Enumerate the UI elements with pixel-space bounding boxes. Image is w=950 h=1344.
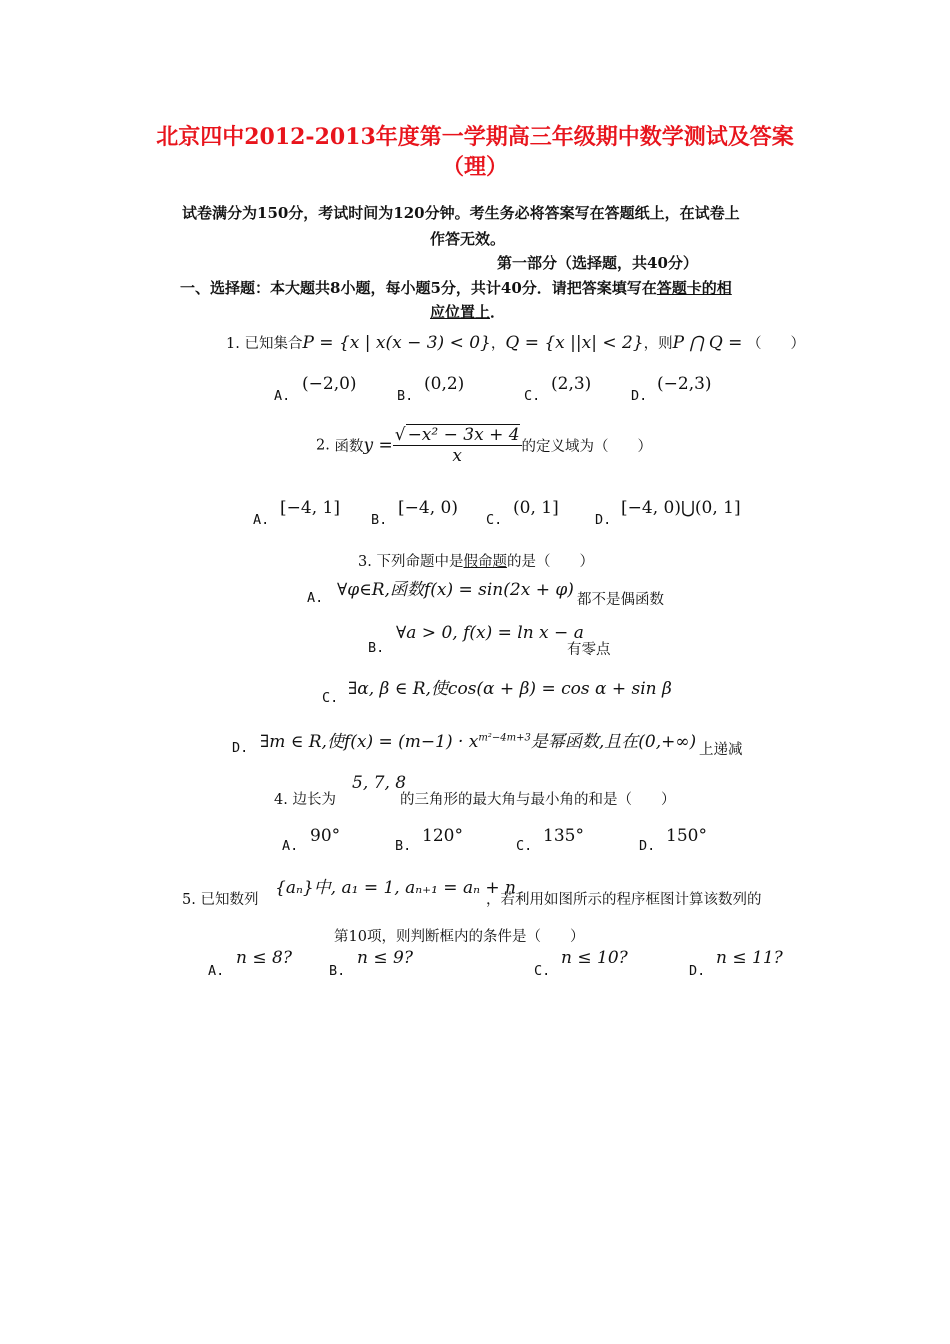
section-heading-period: ． [490, 303, 506, 321]
q3-option-a-tail: 都不是偶函数 [577, 592, 664, 608]
q5-option-d: D. [689, 963, 706, 979]
q2-option-a-value: [−4, 1] [280, 498, 340, 518]
q3-option-b: B. [368, 640, 385, 656]
question-2 [316, 425, 652, 466]
q2-option-a [253, 512, 269, 528]
q3-option-d-math-part1: ∃m ∈ R,使f(x) = (m−1) · x [260, 732, 479, 752]
q5-option-d-value: n ≤ 11? [716, 948, 783, 968]
q3-option-b-tail: 有零点 [567, 642, 611, 658]
q4-option-c-value: 135° [543, 826, 584, 846]
q4-option-a-value: 90° [310, 826, 341, 846]
q1-expr: P ⋂ Q = [672, 333, 743, 353]
option-letter: D. [631, 388, 648, 404]
q4-text2: 的三角形的最大角与最小角的和是（ ） [400, 792, 676, 808]
question-1 [226, 332, 805, 353]
q1-option-c [524, 388, 540, 404]
q5-sequence: {aₙ}中, a₁ = 1, aₙ₊₁ = aₙ + n [275, 878, 516, 898]
q4-text: 边长为 [292, 792, 336, 808]
q4-option-a: A. [282, 838, 299, 854]
q5-option-c-value: n ≤ 10? [561, 948, 628, 968]
q2-option-b [371, 512, 387, 528]
q3-option-b-math: ∀a > 0, f(x) = ln x − a [396, 623, 584, 643]
q3-option-d-math-part2: 是幂函数,且在(0,+∞) [530, 732, 697, 752]
option-letter: A. [253, 512, 270, 528]
q2-y: y = [363, 435, 393, 456]
q2-option-d-value: [−4, 0)⋃(0, 1] [621, 498, 741, 518]
q5-text2: ，若利用如图所示的程序框图计算该数列的 [486, 892, 762, 908]
q5-option-b: B. [329, 963, 346, 979]
q3-option-c-math: ∃α, β ∈ R,使cos(α + β) = cos α + sin β [348, 679, 672, 699]
q1-option-d [631, 388, 647, 404]
q2-option-d [595, 512, 611, 528]
page-title: 北京四中2012-2013年度第一学期高三年级期中数学测试及答案 [156, 124, 794, 150]
question-5 [182, 888, 258, 909]
q3-text: 下列命题中是 [376, 554, 464, 570]
q4-option-d: D. [639, 838, 656, 854]
q1-option-a-value: (−2,0) [302, 374, 357, 394]
q2-denominator: x [452, 446, 462, 466]
q3-text-end: 的是（ ） [506, 554, 594, 570]
q5-option-c: C. [534, 963, 551, 979]
q4-option-c: C. [516, 838, 533, 854]
q1-set-q: Q = {x ||x| < 2} [505, 333, 644, 353]
option-letter: D. [595, 512, 612, 528]
q3-option-d-tail: 上递减 [699, 742, 743, 758]
q3-option-a: A. [307, 590, 324, 606]
q1-set-p: P = {x | x(x − 3) < 0} [302, 333, 491, 353]
section-heading-underlined: 答题卡的相 [656, 279, 732, 297]
q2-option-c [486, 512, 502, 528]
q5-number: 5. [182, 892, 196, 908]
question-4 [274, 788, 336, 809]
q5-option-a: A. [208, 963, 225, 979]
intro-line2: 作答无效。 [430, 230, 506, 248]
question-3 [358, 550, 594, 571]
q1-number: 1. [226, 336, 240, 352]
q4-option-d-value: 150° [666, 826, 707, 846]
option-letter: C. [486, 512, 503, 528]
q3-option-c: C. [322, 690, 339, 706]
q3-option-d: D. [232, 740, 249, 756]
q2-radicand: −x² − 3x + 4 [407, 425, 520, 445]
option-letter: C. [524, 388, 541, 404]
q3-option-d-math [260, 727, 696, 752]
q2-fraction [393, 425, 522, 466]
q4-option-b: B. [395, 838, 412, 854]
option-letter: A. [274, 388, 291, 404]
q5-text: 已知数列 [200, 892, 259, 908]
q2-numerator: √ −x² − 3x + 4 [394, 425, 520, 445]
q5-text3: 第10项，则判断框内的条件是（ ） [334, 929, 585, 945]
q4-option-b-value: 120° [422, 826, 463, 846]
q1-option-d-value: (−2,3) [657, 374, 712, 394]
q4-number: 4. [274, 792, 288, 808]
q2-number: 2. [316, 437, 330, 454]
q1-option-b-value: (0,2) [424, 374, 465, 394]
q2-option-b-value: [−4, 0) [398, 498, 458, 518]
q1-text2: ，则 [643, 336, 673, 352]
q3-number: 3. [358, 554, 372, 570]
part-heading: 第一部分（选择题，共40分） [497, 254, 698, 272]
q2-option-c-value: (0, 1] [513, 498, 559, 518]
q1-option-b [397, 388, 413, 404]
q4-sides: 5, 7, 8 [352, 773, 407, 793]
section-heading-line2-underlined: 应位置上 [430, 303, 491, 321]
section-heading-text: 一、选择题：本大题共8小题，每小题5分，共计40分．请把答案填写在 [180, 279, 657, 297]
q3-text-underlined: 假命题 [463, 554, 507, 570]
option-letter: B. [371, 512, 388, 528]
q3-option-d-exponent: m²−4m+3 [478, 732, 531, 744]
q1-text: 已知集合 [244, 336, 303, 352]
q1-option-c-value: (2,3) [551, 374, 592, 394]
q2-text: 函数 [334, 439, 364, 455]
intro-line1: 试卷满分为150分，考试时间为120分钟。考生务必将答案写在答题纸上，在试卷上 [182, 204, 740, 222]
page-subtitle: （理） [441, 154, 508, 180]
q1-comma: ， [490, 336, 506, 352]
section-heading [180, 277, 732, 298]
option-letter: B. [397, 388, 414, 404]
q1-paren: （ ） [747, 336, 806, 352]
q3-option-a-math: ∀φ∈R,函数f(x) = sin(2x + φ) [337, 580, 574, 600]
q1-option-a [274, 388, 290, 404]
q5-option-a-value: n ≤ 8? [236, 948, 292, 968]
q5-option-b-value: n ≤ 9? [357, 948, 413, 968]
q2-text2: 的定义域为（ ） [521, 439, 653, 455]
section-heading-line2 [430, 301, 505, 322]
